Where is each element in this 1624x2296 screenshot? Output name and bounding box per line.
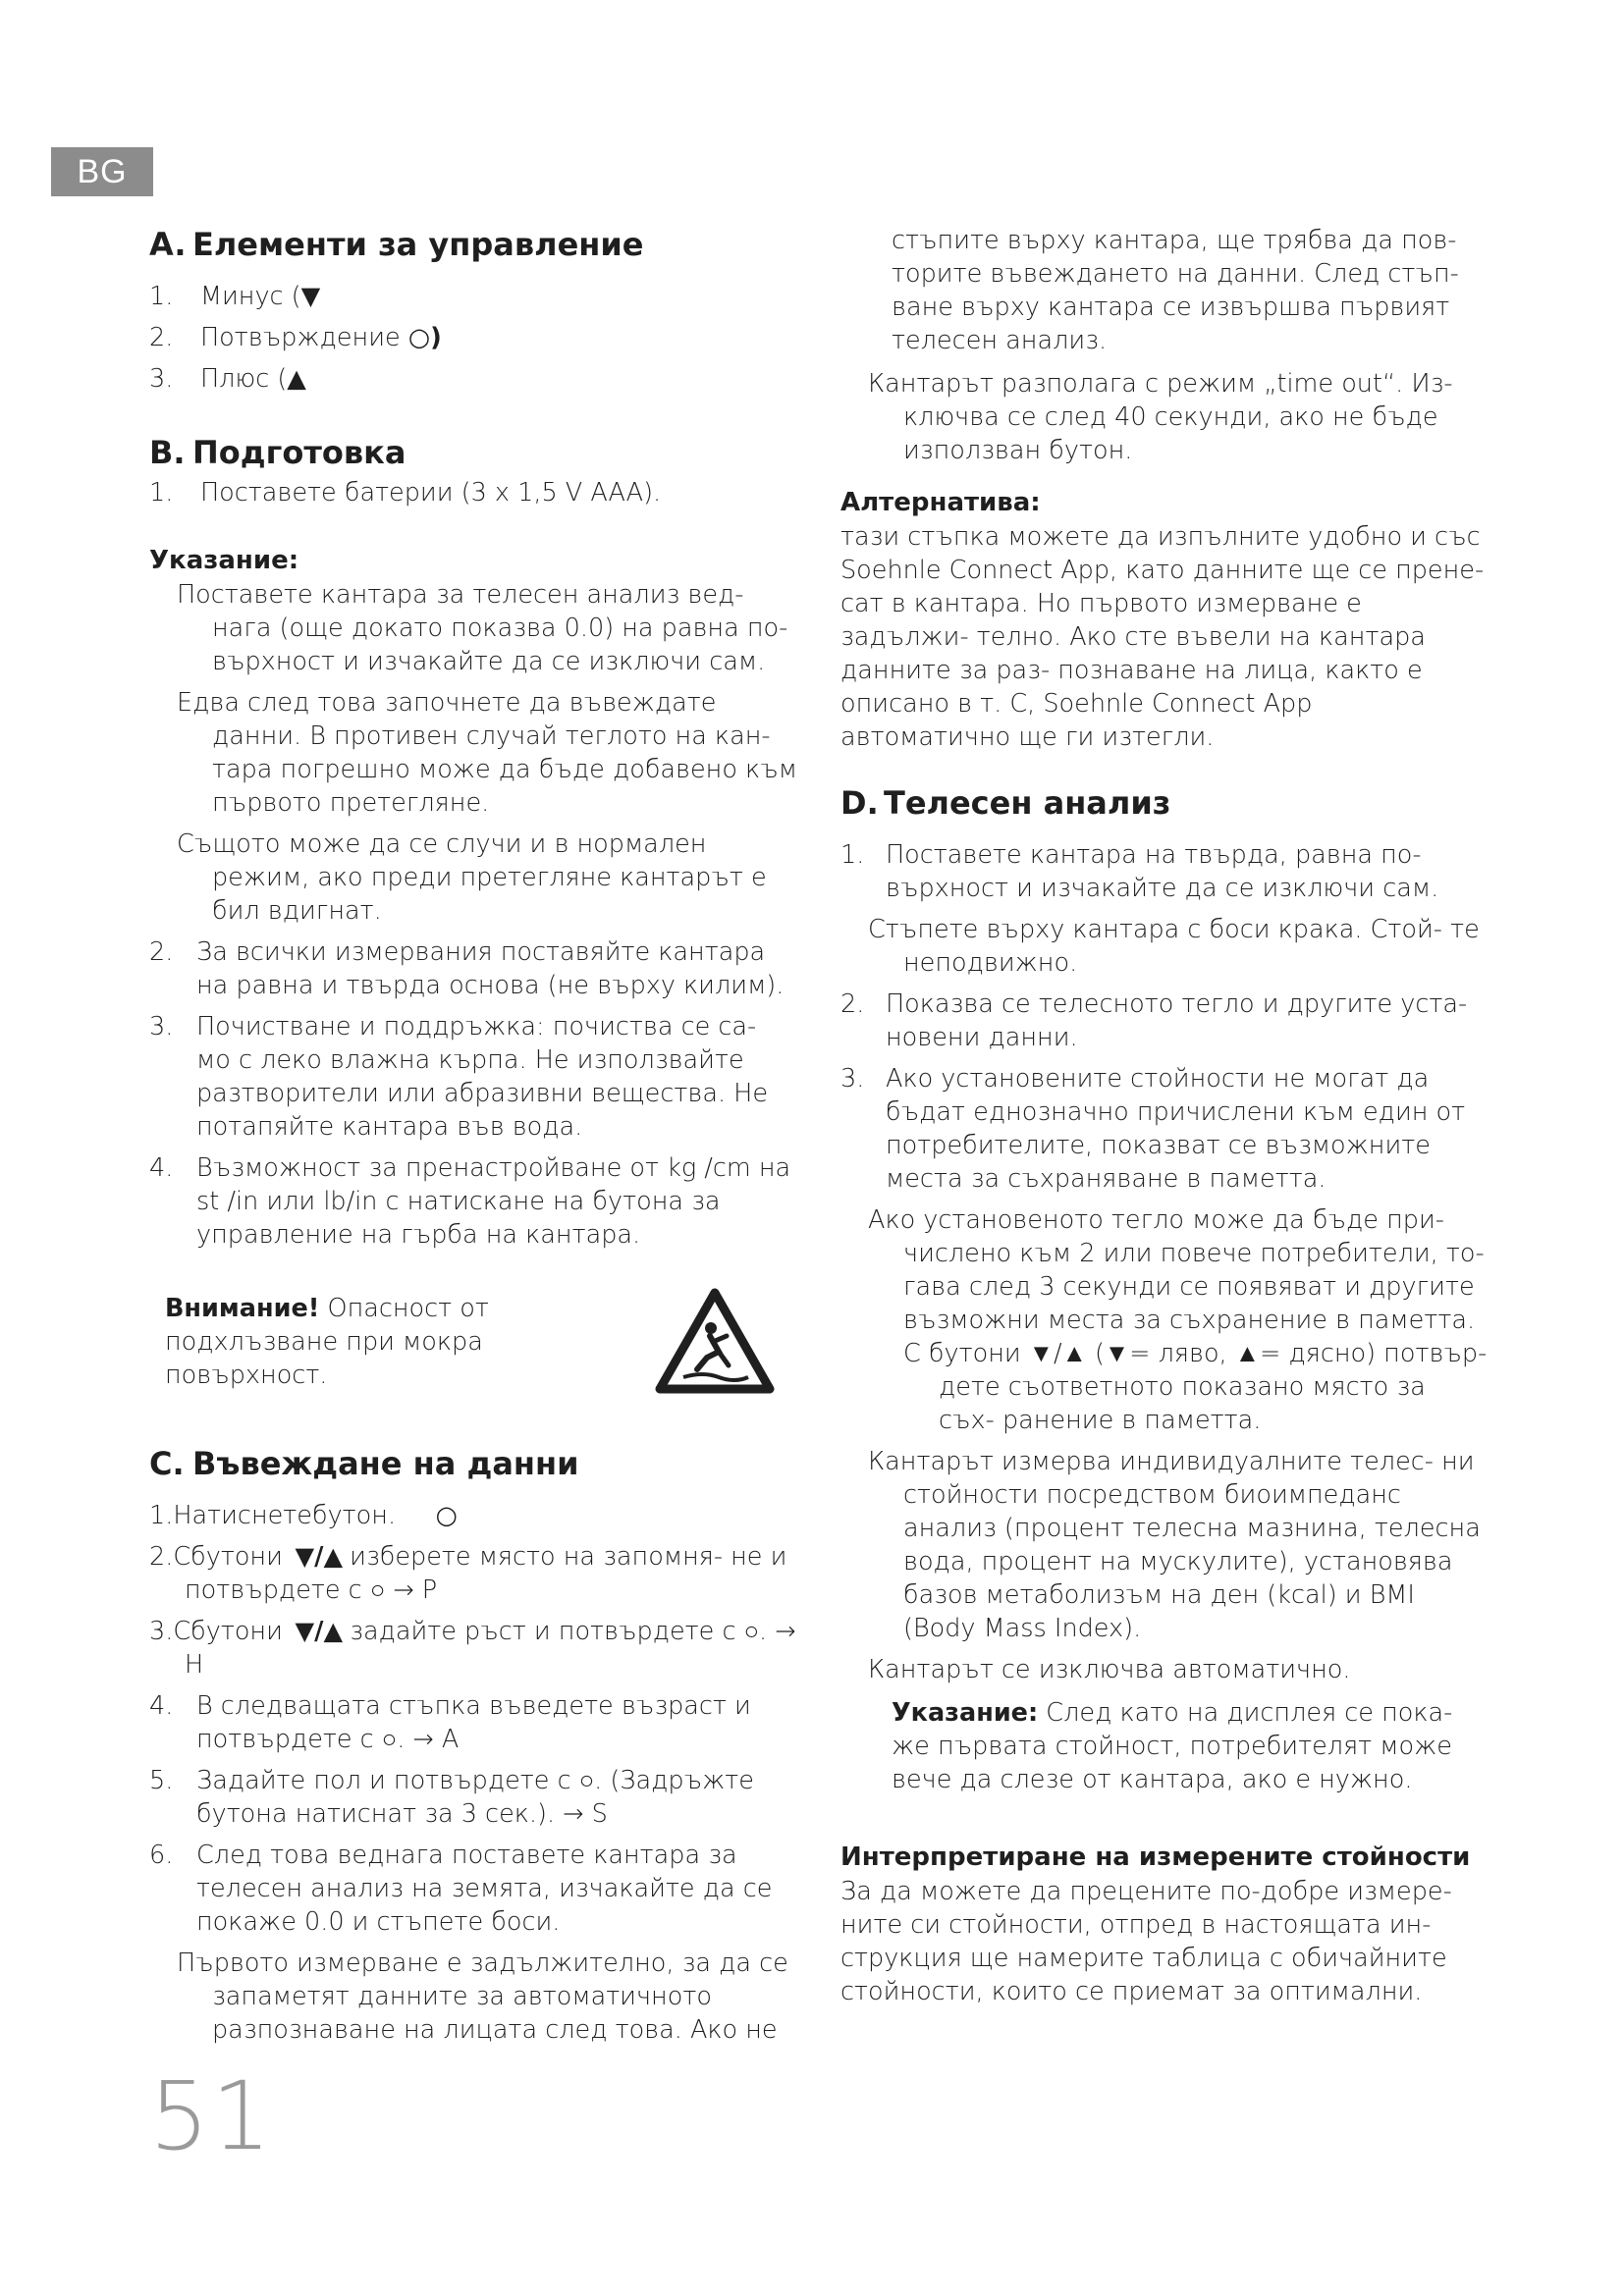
note-paragraph: Указание: След като на дисплея се пока- же първата стойност, потребителят може вече да слезе от кантара, ако е нужно. [892,1698,1453,1794]
analysis-paragraph: Стъпете върху кантара с боси крака. Стой- те неподвижно. [868,915,1480,978]
interpretation-heading: Интерпретиране на измерените стойности [840,1842,1471,1872]
section-a-heading [149,221,797,268]
list-item: 2. За всички измервания поставяйте кантара на равна и твърда основа (не върху килим). [149,937,785,1000]
analysis-paragraph: С бутони ▼/▲ (▼= ляво, ▲= дясно) потвър- дете съответното показано място за съх- ранение в паметта. [903,1339,1488,1435]
list-item: 1. Поставете батерии (3 x 1,5 V AAA). [149,478,662,507]
list-item: 4. В следващата стъпка въведете възраст и потвърдете с ○. → A [149,1691,751,1754]
page-number: 51 [149,2061,274,2171]
list-item: 2. Показва се телесното тегло и другите уста- новени данни. [840,989,1468,1052]
analysis-paragraph: Кантарът се изключва автоматично. [868,1655,1351,1684]
section-letter: C. [149,1445,185,1482]
list-item: 6. След това веднага поставете кантара за телесен анализ на земята, изчакайте да се покаже 0.0 и стъпете боси. [149,1841,773,1937]
section-d-heading [840,779,1489,827]
section-c-heading [149,1440,797,1487]
confirm-circle-icon: ○ [435,1501,458,1530]
note-heading: Указание: [149,546,299,575]
data-entry-step: 2.Сбутони ▼/▲ изберете място на запомня- не и потвърдете с ○ → P [149,1542,787,1605]
list-item: 3. Ако установените стойности не могат да бъдат еднозначно причислени към един от потребителите, показват се възможните места за съхраняване в паметта. [840,1064,1466,1194]
right-column [840,224,1489,2008]
timeout-paragraph: Кантарът разполага с режим „time out“. Из- ключва се след 40 секунди, ако не бъде използван бутон. [868,369,1453,465]
list-item: 1. Минус (▼ [149,282,321,311]
section-letter: B. [149,434,186,471]
note-paragraph: Същото може да се случи и в нормален режим, ако преди претегляне кантарът е бил вдигнат. [177,829,767,926]
data-entry-step: 3.Сбутони ▼/▲ задайте ръст и потвърдете с ○. → H [149,1617,796,1680]
list-item: 5. Задайте пол и потвърдете с ○. (Задръжте бутона натиснат за 3 сек.). → S [149,1766,754,1829]
section-title: Елементи за управление [192,226,644,263]
section-b-heading [149,429,797,476]
plus-triangle-icon: ▲ [287,364,306,394]
analysis-paragraph: Ако установеното тегло може да бъде при- числено към 2 или повече потребители, то- гава след 3 секунди се появяват и другите възможни места за съхранение в паметта. [868,1205,1485,1335]
alternative-heading: Алтернатива: [840,488,1041,517]
analysis-paragraph: Кантарът измерва индивидуалните телес- ни стойности посредством биоимпеданс анализ (процент телесна мазнина, телесна вода, процент на мускулите), установява базов метаболизъм на ден (kcal) и BMI (Body Mass Index). [868,1447,1481,1643]
list-item: 4. Възможност за пренастройване от kg /cm на st /in или lb/in с натискане на бутона за управление на гърба на кантара. [149,1153,791,1250]
section-title: Въвеждане на данни [192,1445,579,1482]
data-entry-step: 1.Натиснетебутон. ○ [149,1501,458,1530]
interpretation-text: За да можете да прецените по-добре измере- ните си стойности, отпред в настоящата ин- струкция ще намерите таблица с обичайните стойности, които се приемат за оптимални. [840,1877,1452,2006]
warning-block [165,1287,797,1397]
section-letter: A. [149,226,187,263]
note-paragraph: Едва след това започнете да въвеждате данни. В противен случай теглото на кан- тара погрешно може да бъде добавено към първото претегляне. [177,688,797,818]
body-analysis-list [840,988,1489,1196]
left-column [149,221,797,2055]
controls-list [149,280,797,396]
list-item: 3. Плюс (▲ [149,364,306,394]
list-item: 1. Поставете кантара на твърда, равна по- върхност и изчакайте да се изключи сам. [840,840,1439,903]
alternative-text: тази стъпка можете да изпълните удобно и със Soehnle Connect App, като данните ще се прене- сат в кантара. Но първото измерване е задължи- телно. Ако сте въвели на кантара данните за раз- познаване на лица, както е описано в т. C, Soehnle Connect App автоматично ще ги изтегли. [840,522,1485,752]
note-paragraph: Поставете кантара за телесен анализ вед- нага (още докато показва 0.0) на равна по- върхност и изчакайте да се изключи сам. [177,580,788,676]
body-analysis-list [840,838,1489,905]
slippery-floor-warning-icon [654,1287,776,1397]
section-title: Подготовка [192,434,406,471]
confirm-circle-icon: ○) [407,323,442,352]
preparation-list-cont [149,935,797,1252]
section-title: Телесен анализ [884,784,1171,822]
minus-triangle-icon: ▼ [300,282,321,311]
warning-text: Внимание! Опасност от подхлъзване при мокра повърхност. [165,1294,489,1390]
preparation-list [149,476,797,509]
list-item: 3. Почистване и поддръжка: почиства се са- мо с леко влажна кърпа. Не използвайте разтворители или абразивни вещества. Не потапяйте кантара във вода. [149,1012,769,1142]
list-item: 2. Потвърждение ○) [149,323,442,352]
first-measurement-paragraph: Първото измерване е задължително, за да се запаметят данните за автоматичното разпознаване на лицата след това. Ако не [177,1949,788,2045]
section-letter: D. [840,784,879,822]
continued-paragraph: стъпите върху кантара, ще трябва да пов- торите въвеждането на данни. След стъп- ване върху кантара се извършва първият телесен анализ. [892,226,1459,355]
language-tab: BG [51,147,153,196]
minus-plus-icon: ▼/▲ [295,1617,344,1646]
data-entry-list [149,1689,797,1939]
minus-plus-icon: ▼/▲ [295,1542,344,1572]
